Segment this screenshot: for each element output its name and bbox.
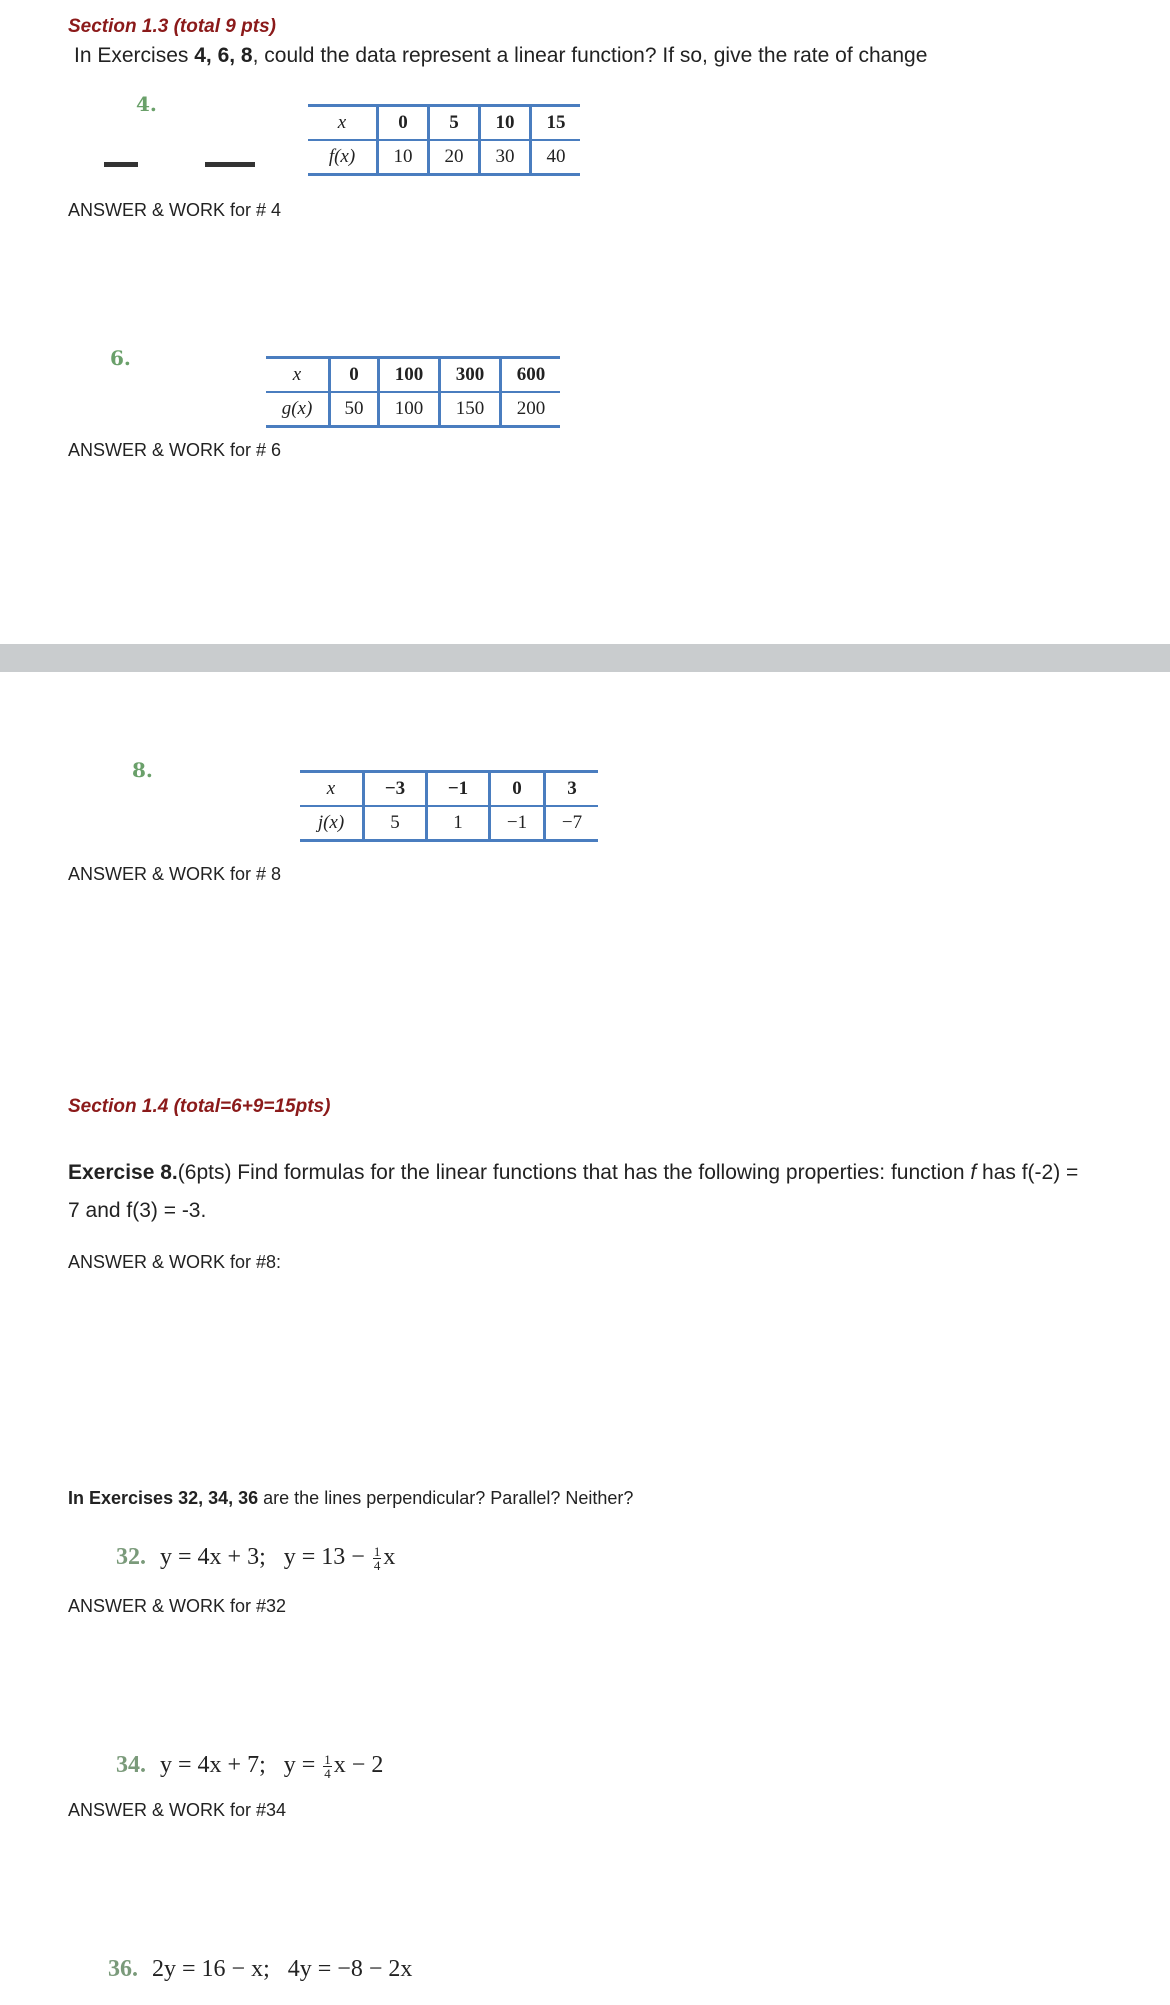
exercise-8-statement: Exercise 8.(6pts) Find formulas for the linear functions that has the following properties: function f has f(-2) = 7 and f(3) = -3. (68, 1161, 1079, 1222)
exercise-36-equations: 36. 2y = 16 − x; 4y = −8 − 2x (108, 1956, 413, 1982)
table-cell: 50 (330, 392, 379, 427)
table-cell: 15 (531, 106, 581, 141)
table-cell: 0 (378, 106, 429, 141)
table-cell: 5 (429, 106, 480, 141)
answer-label-8: ANSWER & WORK for # 8 (68, 864, 282, 884)
answer-label-34: ANSWER & WORK for #34 (68, 1800, 287, 1820)
table-cell: 600 (501, 358, 561, 393)
fraction: $\frac{1}{4}$ (373, 1543, 381, 1573)
exercise-4-table (308, 104, 580, 176)
exercise-32-equations: 32. y = 4x + 3; y = 13 − $\frac{1}{4}$ x (116, 1543, 396, 1573)
table-cell: 5 (364, 806, 427, 841)
exercise-4-number: 4. (136, 92, 157, 116)
scan-artifact (205, 162, 255, 167)
table-cell: 30 (480, 140, 531, 175)
table-cell: 0 (330, 358, 379, 393)
table-cell: 100 (379, 392, 440, 427)
table-header-gx: g(x) (281, 398, 313, 419)
table-cell: −1 (490, 806, 545, 841)
table-header-x: x (308, 106, 378, 141)
table-cell: 3 (545, 772, 599, 807)
table-cell: 40 (531, 140, 581, 175)
answer-label-1-4-8: ANSWER & WORK for #8: (68, 1252, 282, 1272)
table-cell: −1 (427, 772, 490, 807)
section-1-4-title: Section 1.4 (total=6+9=15pts) (68, 1096, 331, 1117)
exercise-32-number: 32. (116, 1544, 146, 1570)
table-cell: 1 (427, 806, 490, 841)
table-cell: 0 (490, 772, 545, 807)
fraction: $\frac{1}{4}$ (324, 1751, 331, 1781)
answer-label-4: ANSWER & WORK for # 4 (68, 200, 282, 220)
table-header-fx: f(x) (328, 146, 356, 167)
table-header-x: x (266, 358, 330, 393)
exercise-6-table (266, 356, 560, 428)
table-cell: 300 (440, 358, 501, 393)
table-header-jx: j(x) (317, 812, 345, 833)
table-cell: 20 (429, 140, 480, 175)
table-cell: 10 (480, 106, 531, 141)
exercise-8-number: 8. (132, 758, 153, 782)
exercise-34-number: 34. (116, 1752, 146, 1778)
table-cell: 10 (378, 140, 429, 175)
table-cell: 100 (379, 358, 440, 393)
exercise-8-table (300, 770, 598, 842)
exercise-6-number: 6. (110, 346, 131, 370)
exercise-34-equations: 34. y = 4x + 7; y = $\frac{1}{4}$ x − 2 (116, 1751, 384, 1781)
exercise-36-number: 36. (108, 1956, 138, 1982)
answer-label-6: ANSWER & WORK for # 6 (68, 440, 282, 460)
scan-artifact (104, 162, 138, 167)
table-cell: 200 (501, 392, 561, 427)
table-cell: −3 (364, 772, 427, 807)
table-cell: −7 (545, 806, 599, 841)
section-1-3-instructions: In Exercises 4, 6, 8, could the data represent a linear function? If so, give the rate of change (74, 44, 928, 67)
table-header-x: x (300, 772, 364, 807)
table-cell: 150 (440, 392, 501, 427)
perpendicular-instructions: In Exercises 32, 34, 36 are the lines perpendicular? Parallel? Neither? (68, 1488, 634, 1508)
section-1-3-title: Section 1.3 (total 9 pts) (68, 16, 276, 37)
answer-label-32: ANSWER & WORK for #32 (68, 1596, 287, 1616)
page-divider (0, 644, 1170, 672)
